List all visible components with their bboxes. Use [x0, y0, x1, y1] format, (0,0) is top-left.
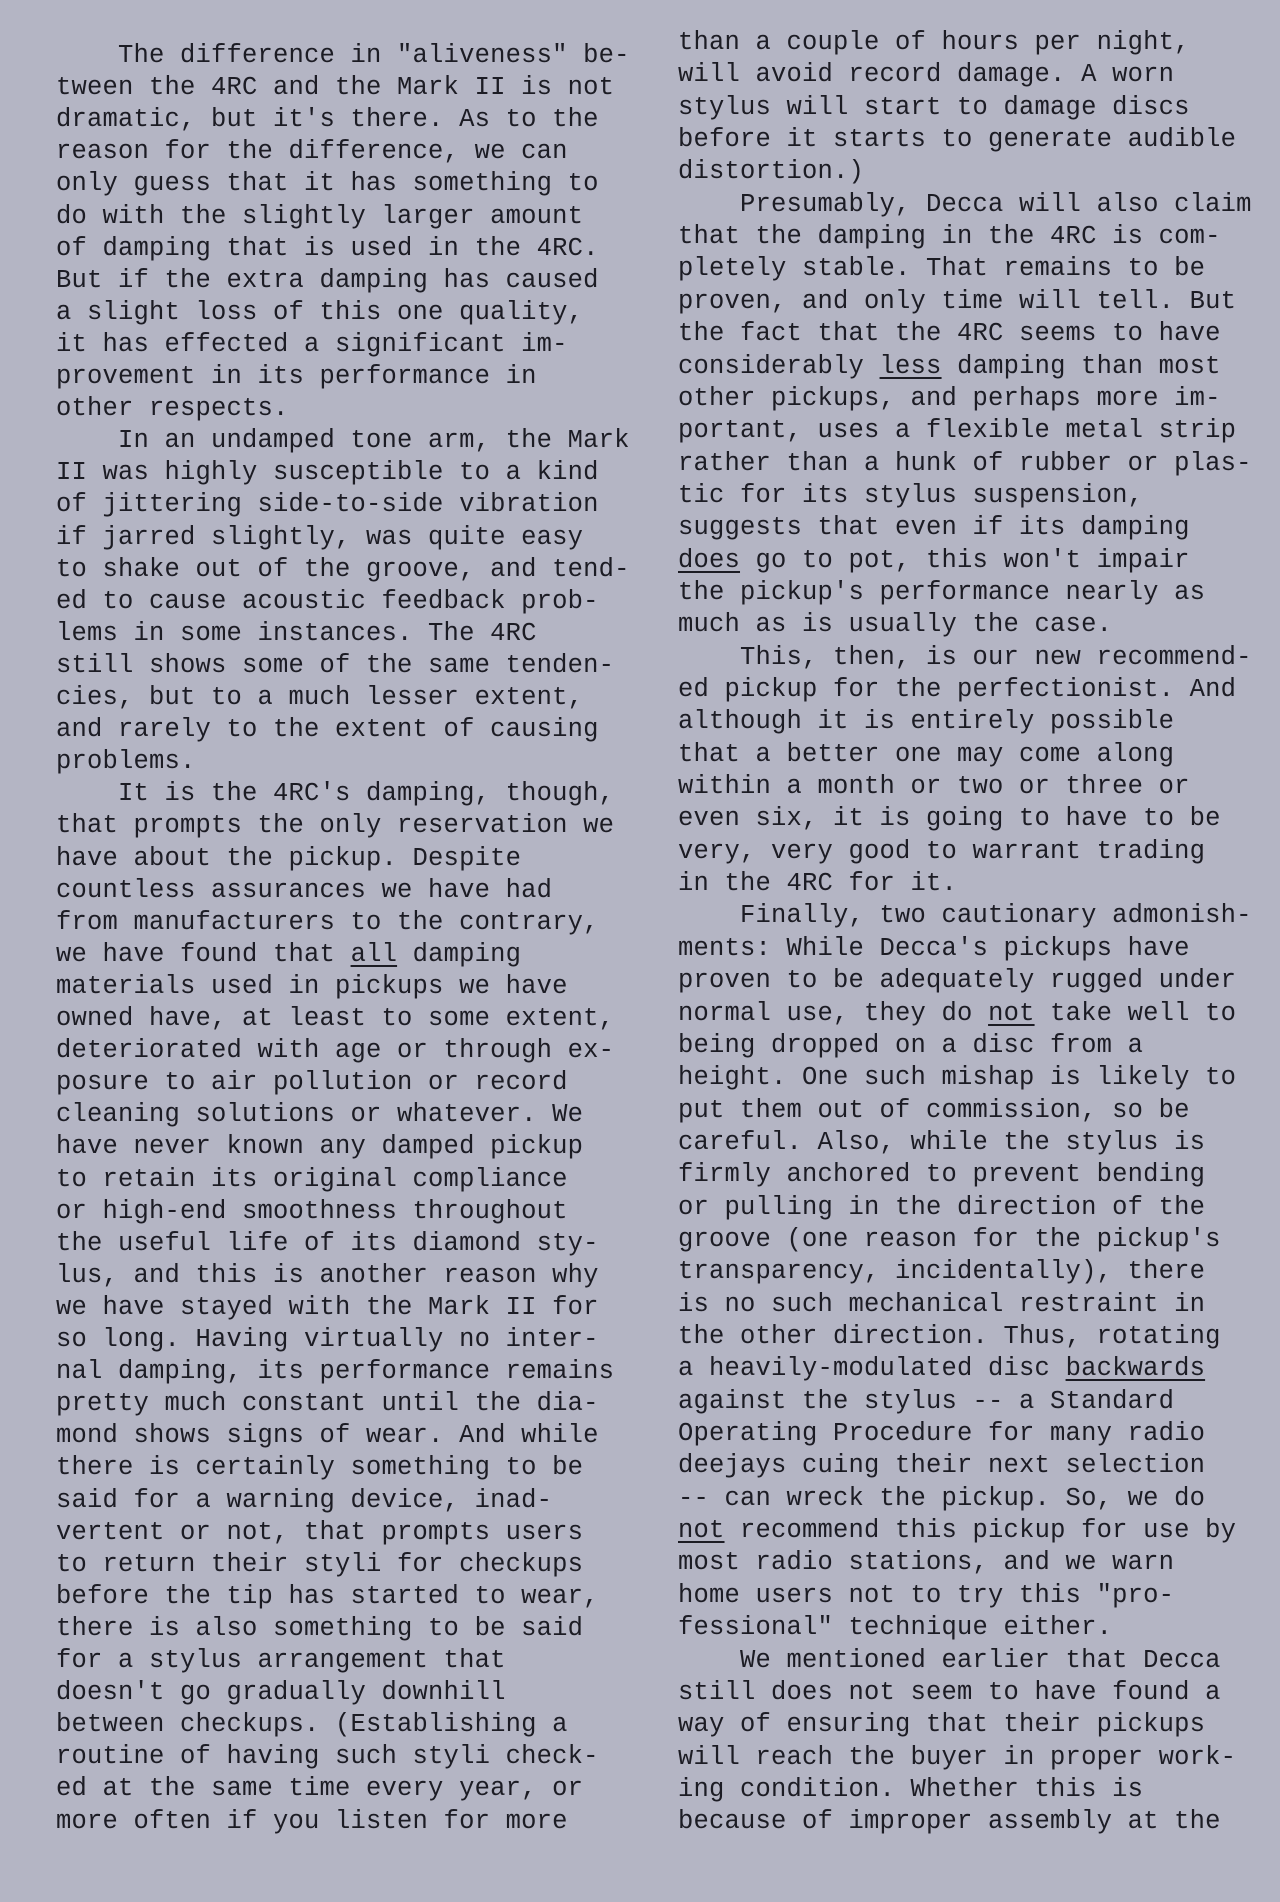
text-line: routine of having such styli check-: [56, 1742, 599, 1772]
text-line: although it is entirely possible: [678, 707, 1175, 737]
text-line: will avoid record damage. A worn: [678, 60, 1175, 90]
text-line: countless assurances we have had: [56, 875, 553, 905]
text-line: only guess that it has something to: [56, 169, 599, 199]
text-line: so long. Having virtually no inter-: [56, 1325, 599, 1354]
text-line: other pickups, and perhaps more im-: [678, 383, 1221, 413]
text-line: Operating Procedure for many radio: [678, 1419, 1206, 1449]
text-line: to retain its original compliance: [56, 1164, 568, 1194]
text-line: the fact that the 4RC seems to have: [678, 319, 1221, 349]
text-line: will reach the buyer in proper work-: [678, 1742, 1237, 1772]
text-line: proven, and only time will tell. But: [678, 286, 1237, 316]
text-line: proven to be adequately rugged under: [678, 966, 1237, 996]
text-line: of damping that is used in the 4RC.: [56, 233, 599, 263]
text-line: In an undamped tone arm, the Mark: [56, 426, 630, 456]
text-line: a heavily-modulated disc backwards: [678, 1354, 1206, 1384]
text-line: to shake out of the groove, and tend-: [56, 554, 630, 584]
text-line: before the tip has started to wear,: [56, 1581, 599, 1611]
text-line: have about the pickup. Despite: [56, 843, 522, 873]
text-line: dramatic, but it's there. As to the: [56, 105, 599, 135]
text-line: because of improper assembly at the: [678, 1807, 1221, 1837]
text-line: for a stylus arrangement that: [56, 1646, 506, 1675]
text-line: But if the extra damping has caused: [56, 265, 599, 295]
text-line: or pulling in the direction of the: [678, 1192, 1206, 1222]
text-line: we have found that all damping: [56, 939, 522, 969]
text-line: still shows some of the same tenden-: [56, 650, 615, 680]
text-line: still does not seem to have found a: [678, 1677, 1221, 1707]
text-line: put them out of commission, so be: [678, 1095, 1190, 1125]
text-line: rather than a hunk of rubber or plas-: [678, 448, 1252, 478]
text-line: nal damping, its performance remains: [56, 1357, 615, 1387]
underlined-word: backwards: [1065, 1354, 1206, 1384]
text-line: fessional" technique either.: [678, 1613, 1113, 1643]
text-line: The difference in "aliveness" be-: [56, 41, 630, 70]
text-line: This, then, is our new recommend-: [678, 642, 1252, 672]
text-line: It is the 4RC's damping, though,: [56, 779, 615, 809]
text-line: reason for the difference, we can: [56, 137, 568, 167]
text-line: deteriorated with age or through ex-: [56, 1036, 615, 1066]
text-line: much as is usually the case.: [678, 610, 1113, 640]
text-line: more often if you listen for more: [56, 1806, 568, 1836]
text-line: lems in some instances. The 4RC: [56, 618, 537, 648]
text-line: does go to pot, this won't impair: [678, 545, 1190, 575]
text-line: distortion.): [678, 157, 865, 187]
text-line: that prompts the only reservation we: [56, 811, 615, 841]
text-line: that the damping in the 4RC is com-: [678, 222, 1221, 252]
text-line: very, very good to warrant trading: [678, 836, 1206, 866]
text-line: from manufacturers to the contrary,: [56, 907, 599, 937]
text-line: that a better one may come along: [678, 739, 1175, 769]
text-line: not recommend this pickup for use by: [678, 1516, 1237, 1546]
text-line: even six, it is going to have to be: [678, 804, 1221, 834]
text-line: there is certainly something to be: [56, 1453, 584, 1483]
text-line: of jittering side-to-side vibration: [56, 490, 599, 520]
text-line: way of ensuring that their pickups: [678, 1710, 1206, 1740]
text-line: cies, but to a much lesser extent,: [56, 683, 584, 712]
text-line: tween the 4RC and the Mark II is not: [56, 73, 615, 103]
text-line: tic for its stylus suspension,: [678, 480, 1144, 510]
text-line: against the stylus -- a Standard: [678, 1386, 1175, 1416]
text-line: pretty much constant until the dia-: [56, 1389, 599, 1419]
text-line: than a couple of hours per night,: [678, 28, 1190, 57]
text-line: owned have, at least to some extent,: [56, 1004, 615, 1033]
text-line: Finally, two cautionary admonish-: [678, 901, 1252, 931]
text-line: considerably less damping than most: [678, 351, 1221, 381]
text-line: ed at the same time every year, or: [56, 1774, 584, 1804]
text-line: being dropped on a disc from a: [678, 1030, 1144, 1060]
text-line: within a month or two or three or: [678, 772, 1190, 802]
text-line: we have stayed with the Mark II for: [56, 1292, 599, 1322]
text-line: lus, and this is another reason why: [56, 1260, 599, 1290]
text-line: deejays cuing their next selection: [678, 1451, 1206, 1481]
text-line: normal use, they do not take well to: [678, 998, 1237, 1028]
text-line: there is also something to be said: [56, 1613, 584, 1643]
text-line: stylus will start to damage discs: [678, 92, 1190, 122]
text-line: ed pickup for the perfectionist. And: [678, 675, 1237, 704]
text-line: provement in its performance in: [56, 362, 537, 391]
underlined-word: not: [678, 1516, 725, 1546]
text-line: firmly anchored to prevent bending: [678, 1160, 1206, 1190]
text-line: ments: While Decca's pickups have: [678, 933, 1190, 963]
text-line: doesn't go gradually downhill: [56, 1678, 506, 1708]
underlined-word: all: [350, 939, 398, 969]
text-line: Presumably, Decca will also claim: [678, 189, 1252, 219]
text-line: a slight loss of this one quality,: [56, 297, 584, 327]
text-line: posure to air pollution or record: [56, 1068, 568, 1098]
text-line: ing condition. Whether this is: [678, 1774, 1144, 1804]
text-line: portant, uses a flexible metal strip: [678, 416, 1237, 446]
text-line: most radio stations, and we warn: [678, 1548, 1175, 1578]
text-line: home users not to try this "pro-: [678, 1580, 1175, 1610]
text-line: other respects.: [56, 394, 289, 424]
text-line: said for a warning device, inad-: [56, 1485, 553, 1515]
text-line: height. One such mishap is likely to: [678, 1063, 1237, 1093]
text-line: We mentioned earlier that Decca: [678, 1645, 1221, 1675]
text-line: it has effected a significant im-: [56, 329, 568, 359]
text-line: the pickup's performance nearly as: [678, 577, 1206, 607]
text-line: if jarred slightly, was quite easy: [56, 522, 584, 552]
text-line: the other direction. Thus, rotating: [678, 1322, 1221, 1351]
text-line: materials used in pickups we have: [56, 971, 568, 1001]
text-line: careful. Also, while the stylus is: [678, 1127, 1206, 1157]
text-line: and rarely to the extent of causing: [56, 715, 599, 745]
text-line: the useful life of its diamond sty-: [56, 1228, 599, 1258]
text-line: II was highly susceptible to a kind: [56, 458, 599, 488]
text-line: problems.: [56, 747, 196, 777]
text-line: between checkups. (Establishing a: [56, 1710, 568, 1740]
text-line: mond shows signs of wear. And while: [56, 1421, 599, 1451]
text-line: to return their styli for checkups: [56, 1549, 584, 1579]
text-line: suggests that even if its damping: [678, 513, 1190, 543]
text-line: is no such mechanical restraint in: [678, 1289, 1206, 1319]
text-line: have never known any damped pickup: [56, 1132, 584, 1162]
text-line: transparency, incidentally), there: [678, 1257, 1206, 1287]
text-line: -- can wreck the pickup. So, we do: [678, 1483, 1206, 1513]
text-line: before it starts to generate audible: [678, 125, 1237, 155]
text-line: vertent or not, that prompts users: [56, 1517, 584, 1547]
text-line: or high-end smoothness throughout: [56, 1196, 568, 1226]
text-line: in the 4RC for it.: [678, 869, 958, 899]
underlined-word: less: [879, 351, 942, 381]
underlined-word: not: [988, 998, 1035, 1028]
text-line: cleaning solutions or whatever. We: [56, 1100, 584, 1130]
text-line: groove (one reason for the pickup's: [678, 1224, 1221, 1254]
text-line: ed to cause acoustic feedback prob-: [56, 586, 599, 616]
underlined-word: does: [678, 545, 741, 575]
text-line: pletely stable. That remains to be: [678, 254, 1206, 284]
text-line: do with the slightly larger amount: [56, 201, 584, 231]
